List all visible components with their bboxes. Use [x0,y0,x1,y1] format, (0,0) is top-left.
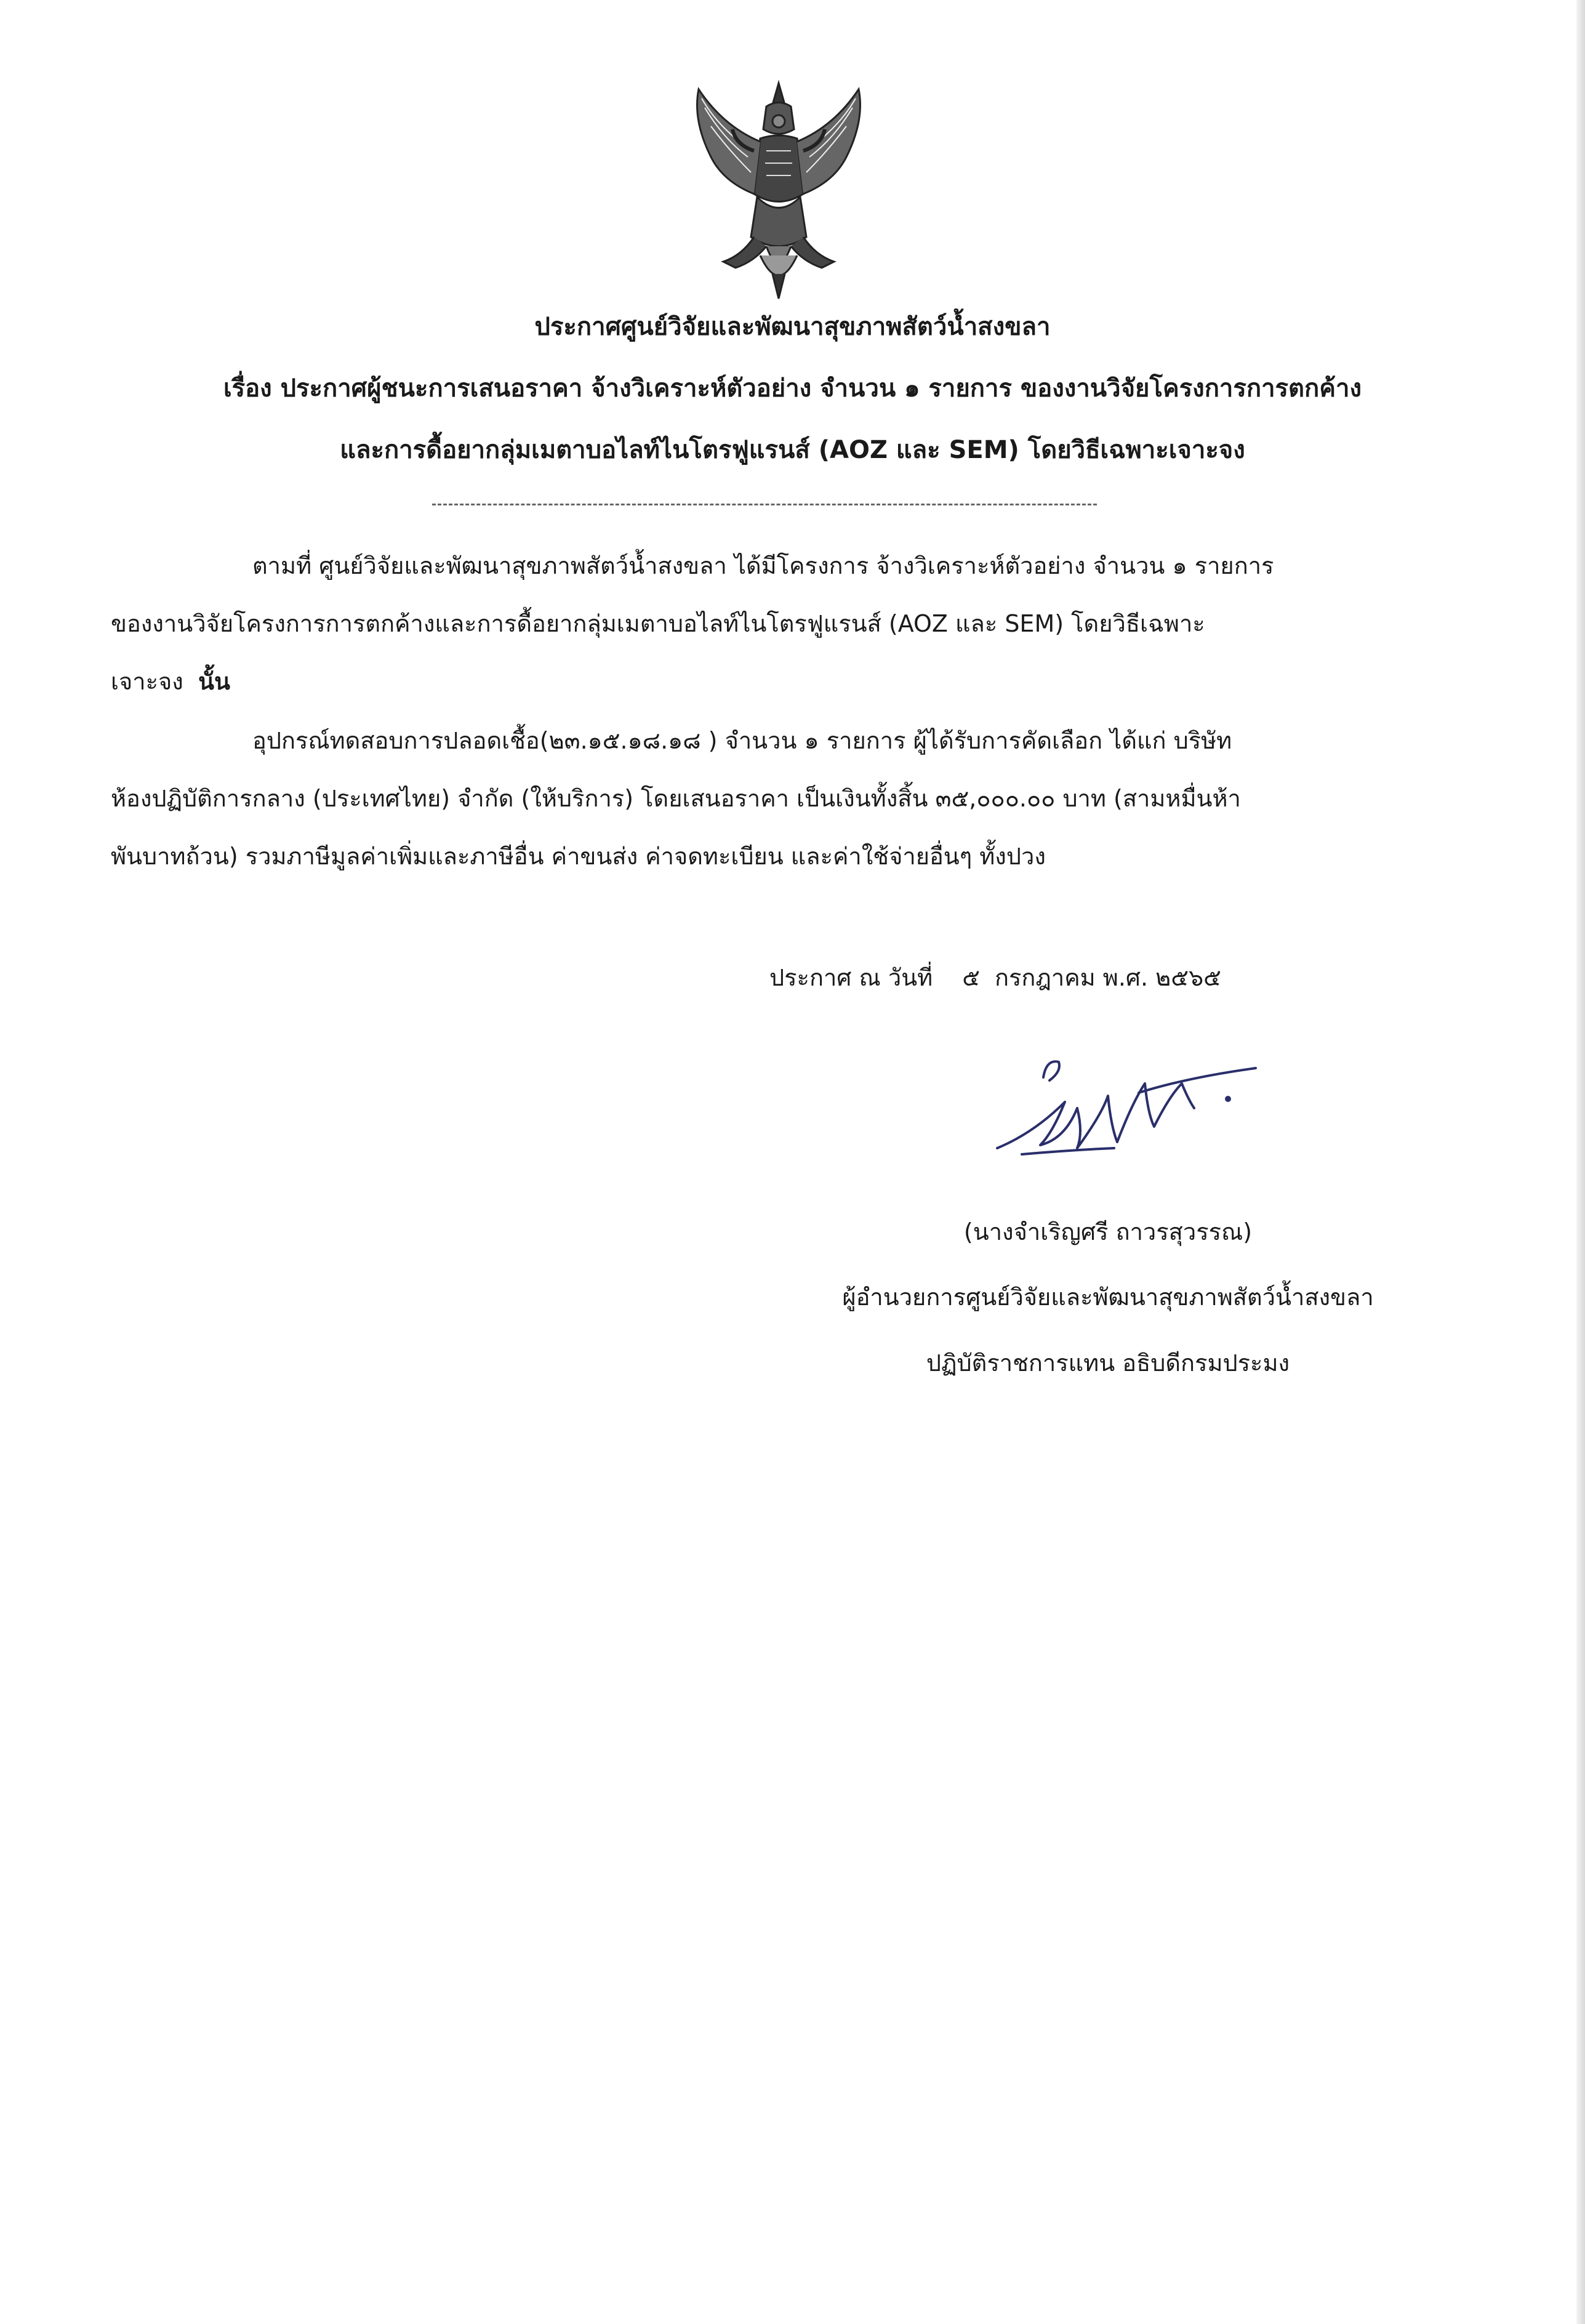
date-prefix: ประกาศ ณ วันที่ [769,964,933,991]
paragraph-1-line-3-text: เจาะจง [111,668,183,695]
announcement-title: ประกาศศูนย์วิจัยและพัฒนาสุขภาพสัตว์น้ำสงขลา [534,313,1051,341]
paragraph-1-line-2: ของงานวิจัยโครงการการตกค้างและการดื้อยากลุ่มเมตาบอไลท์ไนโตรฟูแรนส์ (AOZ และ SEM) โดยวิธีเฉพาะ [111,610,1205,637]
subject-continuation: และการดื้อยากลุ่มเมตาบอไลท์ไนโตรฟูแรนส์ (AOZ และ SEM) โดยวิธีเฉพาะเจาะจง [340,436,1245,464]
date-day: ๕ [962,964,980,991]
dashed-divider [432,504,1097,505]
handwritten-signature [985,1040,1268,1164]
paragraph-1-line-1: ตามที่ ศูนย์วิจัยและพัฒนาสุขภาพสัตว์น้ำสงขลา ได้มีโครงการ จ้างวิเคราะห์ตัวอย่าง จำนวน ๑ รายการ [252,552,1274,579]
signatory-position: ผู้อำนวยการศูนย์วิจัยและพัฒนาสุขภาพสัตว์น้ำสงขลา [842,1284,1374,1311]
date-month-year: กรกฎาคม พ.ศ. ๒๕๖๕ [994,964,1221,991]
paragraph-2-line-2: ห้องปฏิบัติการกลาง (ประเทศไทย) จำกัด (ให้บริการ) โดยเสนอราคา เป็นเงินทั้งสิ้น ๓๕,๐๐๐.๐๐ บาท (สามหมื่นห้า [111,785,1241,812]
paragraph-2-line-1: อุปกรณ์ทดสอบการปลอดเชื้อ(๒๓.๑๕.๑๘.๑๘ ) จำนวน ๑ รายการ ผู้ได้รับการคัดเลือก ได้แก่ บริษัท [252,727,1232,754]
paragraph-1-ending: นั้น [198,668,230,695]
announcement-date [769,959,1221,996]
paragraph-1-line-3 [111,662,230,700]
page-edge-shadow [1576,0,1585,2324]
paragraph-2-line-3: พันบาทถ้วน) รวมภาษีมูลค่าเพิ่มและภาษีอื่น ค่าขนส่ง ค่าจดทะเบียน และค่าใช้จ่ายอื่นๆ ทั้งปวง [111,843,1046,870]
subject-line: เรื่อง ประกาศผู้ชนะการเสนอราคา จ้างวิเคราะห์ตัวอย่าง จำนวน ๑ รายการ ของงานวิจัยโครงการการตกค้าง [223,374,1362,403]
signatory-acting-capacity: ปฏิบัติราชการแทน อธิบดีกรมประมง [926,1349,1290,1377]
garuda-emblem-icon [668,71,889,305]
signatory-name: (นางจำเริญศรี ถาวรสุวรรณ) [963,1218,1253,1245]
